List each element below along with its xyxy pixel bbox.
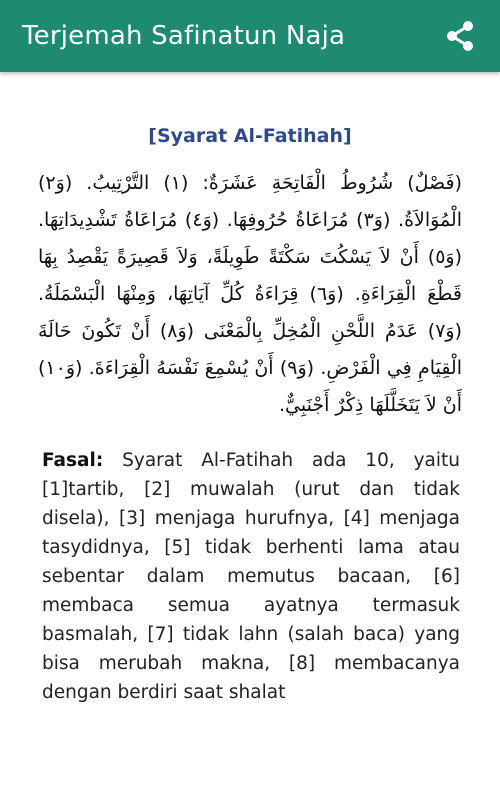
arabic-text: (فَصْلٌ) شُرُوطُ الْفَاتِحَةِ عَشَرَةٌ: (١) التَّرْتِيبُ. (وَ٢) الْمُوَالاَةُ. (وَ٣) مُرَاعَاةُ حُرُوفِهَا. (وَ٤) مُرَاعَاةُ تَشْدِيدَاتِهَا. (وَ٥) أَنْ لاَ يَسْكُتَ سَكْتَةً طَوِيلَةً، وَلاَ قَصِيرَةً يَقْصِدُ بِهَا قَطْعَ الْقِرَاءَةِ. (وَ٦) قِرَاءَةُ كُلِّ آيَاتِهَا، وَمِنْهَا الْبَسْمَلَةُ. (وَ٧) عَدَمُ اللَّحْنِ الْمُخِلِّ بِالْمَعْنَى (وَ٨) أَنْ تَكُونَ حَالَةَ الْقِيَامِ فِي الْفَرْضِ. (وَ٩) أَنْ يُسْمِعَ نَفْسَهُ الْقِرَاءَةَ. (وَ١٠) أَنْ لاَ يَتَخَلَّلَهَا ذِكْرٌ أَجْنَبِيٌّ. bbox=[38, 172, 462, 416]
translation-body: Syarat Al-Fatihah ada 10, yaitu [1]tartib, [2] muwalah (urut dan tidak disela), [3] menjaga hurufnya, [4] menjaga tasydidnya, [5] tidak berhenti lama atau sebentar dalam memutus bacaan, [6] membaca semua ayatnya termasuk basmalah, [7] tidak lahn (salah baca) yang bisa merubah makna, [8] membacanya dengan berdiri saat shalat bbox=[42, 450, 460, 703]
content-area[interactable] bbox=[0, 72, 500, 800]
share-icon bbox=[443, 19, 477, 53]
share-button[interactable] bbox=[442, 18, 478, 54]
translation-text bbox=[42, 446, 460, 707]
section-title: [Syarat Al-Fatihah] bbox=[148, 125, 352, 147]
app-title: Terjemah Safinatun Naja bbox=[22, 21, 346, 51]
translation-label: Fasal: bbox=[42, 450, 104, 471]
app-bar bbox=[0, 0, 500, 72]
